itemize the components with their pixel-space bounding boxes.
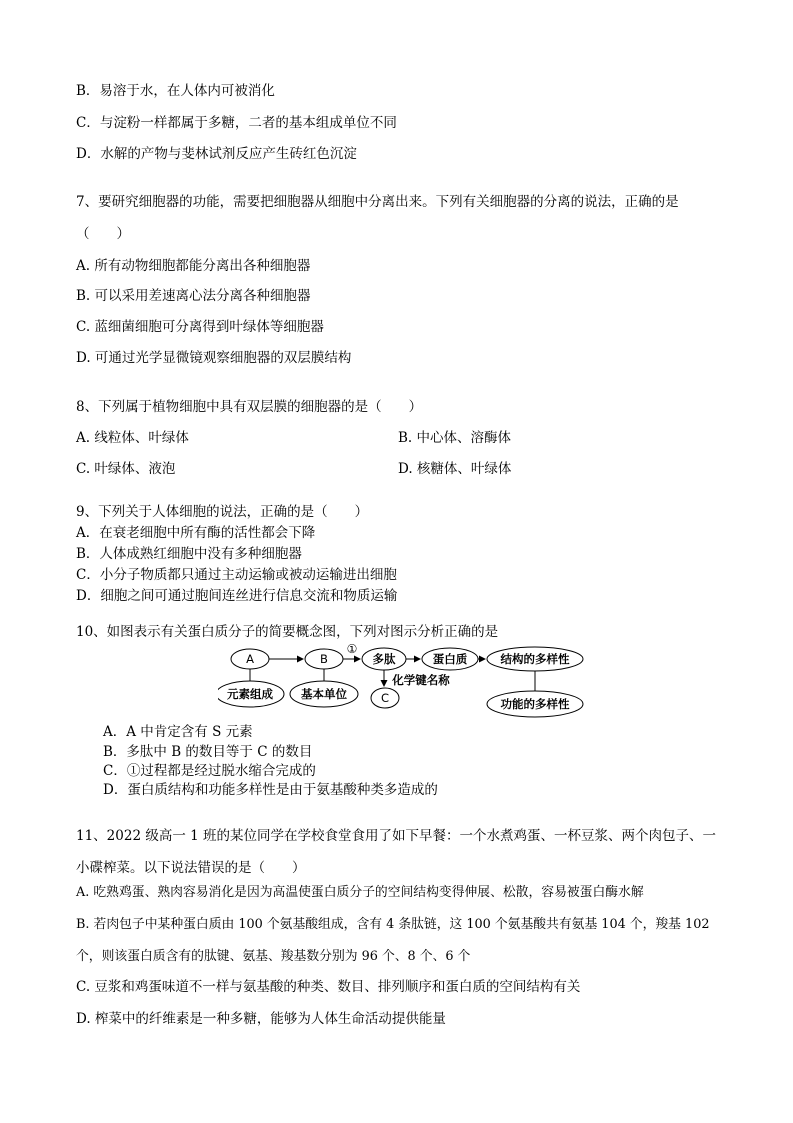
q8-option-b: B. 中心体、溶酶体 [398, 430, 512, 446]
q11-stem: 11、2022 级高一 1 班的某位同学在学校食堂食用了如下早餐：一个水煮鸡蛋、一杯豆浆、两个肉包子、一小碟榨菜。以下说法错误的是（ ） [76, 828, 716, 876]
node-unit-label: 基本单位 [301, 687, 347, 701]
bond-name-label: 化学键名称 [392, 673, 450, 687]
process-1-label: ① [346, 642, 358, 656]
q11-option-d: D. 榨菜中的纤维素是一种多糖，能够为人体生命活动提供能量 [76, 1011, 446, 1027]
q10-option-c: C．①过程都是经过脱水缩合完成的 [103, 763, 316, 779]
q7-option-b: B. 可以采用差速离心法分离各种细胞器 [76, 288, 311, 304]
q9-option-a: A．在衰老细胞中所有酶的活性都会下降 [76, 525, 316, 541]
q8-option-c: C. 叶绿体、液泡 [76, 461, 176, 477]
q8-option-d: D. 核糖体、叶绿体 [398, 461, 512, 477]
q9-stem: 9、下列关于人体细胞的说法，正确的是（ ） [76, 504, 369, 520]
q10-option-b: B．多肽中 B 的数目等于 C 的数目 [103, 744, 313, 760]
q7-option-c: C. 蓝细菌细胞可分离得到叶绿体等细胞器 [76, 319, 324, 335]
q10-option-a: A．A 中肯定含有 S 元素 [103, 724, 253, 740]
node-peptide-label: 多肽 [372, 652, 396, 666]
q7-stem: 7、要研究细胞器的功能，需要把细胞器从细胞中分离出来。下列有关细胞器的分离的说法，正确的是 [76, 194, 679, 210]
q10-option-d: D．蛋白质结构和功能多样性是由于氨基酸种类多造成的 [103, 782, 438, 798]
node-b-label: B [320, 652, 328, 666]
q7-option-d: D. 可通过光学显微镜观察细胞器的双层膜结构 [76, 350, 352, 366]
q9-option-b: B．人体成熟红细胞中没有多种细胞器 [76, 546, 302, 562]
node-elements-label: 元素组成 [227, 687, 273, 701]
node-c-label: C [380, 691, 390, 705]
q7-paren: （ ） [76, 226, 130, 242]
node-func-label: 功能的多样性 [500, 697, 570, 711]
protein-concept-diagram [218, 640, 590, 724]
q6-option-d: D．水解的产物与斐林试剂反应产生砖红色沉淀 [76, 146, 357, 162]
node-a-label: A [246, 652, 254, 666]
q9-option-d: D．细胞之间可通过胞间连丝进行信息交流和物质运输 [76, 588, 398, 604]
q9-option-c: C．小分子物质都只通过主动运输或被动运输进出细胞 [76, 567, 397, 583]
q6-option-c: C．与淀粉一样都属于多糖，二者的基本组成单位不同 [76, 115, 397, 131]
q8-option-a: A. 线粒体、叶绿体 [76, 430, 189, 446]
node-struct-label: 结构的多样性 [500, 652, 570, 666]
q11-option-b: B. 若肉包子中某种蛋白质由 100 个氨基酸组成，含有 4 条肽链，这 100 个氨基酸共有氨基 104 个，羧基 102 个，则该蛋白质含有的肽键、氨基、羧基数分别为 96 个、8 个、6 个 [76, 917, 710, 964]
q8-stem: 8、下列属于植物细胞中具有双层膜的细胞器的是（ ） [76, 399, 423, 415]
q7-option-a: A. 所有动物细胞都能分离出各种细胞器 [76, 258, 311, 274]
node-protein-label: 蛋白质 [432, 652, 468, 666]
q6-option-b: B．易溶于水，在人体内可被消化 [76, 83, 275, 99]
q11-option-c: C. 豆浆和鸡蛋味道不一样与氨基酸的种类、数目、排列顺序和蛋白质的空间结构有关 [76, 979, 581, 995]
q10-stem: 10、如图表示有关蛋白质分子的简要概念图，下列对图示分析正确的是 [76, 624, 499, 640]
q11-option-a: A. 吃熟鸡蛋、熟肉容易消化是因为高温使蛋白质分子的空间结构变得伸展、松散，容易被蛋白酶水解 [76, 885, 644, 900]
